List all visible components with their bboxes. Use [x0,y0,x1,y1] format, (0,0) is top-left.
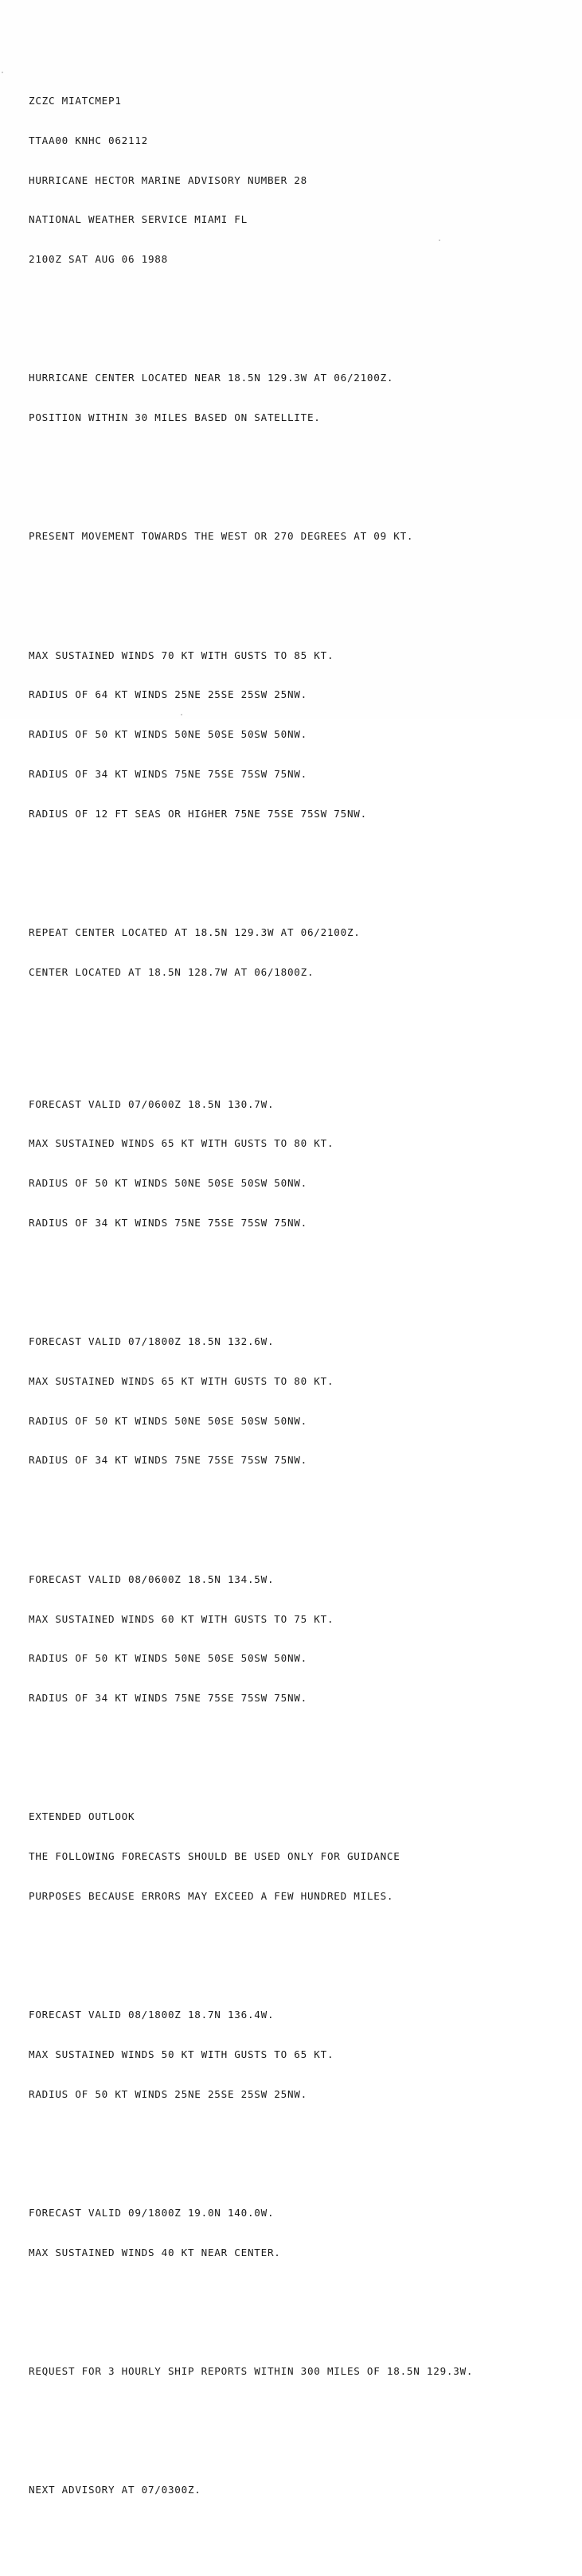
movement-line: PRESENT MOVEMENT TOWARDS THE WEST OR 270 DEGREES AT 09 KT. [29,530,414,543]
radius-34kt-line: RADIUS OF 34 KT WINDS 75NE 75SE 75SW 75NW. [29,767,307,780]
ship-report-request-block [29,2339,578,2405]
scan-speck [2,72,3,73]
center-location-line: HURRICANE CENTER LOCATED NEAR 18.5N 129.3W AT 06/2100Z. [29,372,394,384]
marine-advisory-text [29,29,578,2576]
forecast-valid-line: FORECAST VALID 07/1800Z 18.5N 132.6W. [29,1335,275,1348]
center-position-block [29,345,578,451]
forecast-winds-line: MAX SUSTAINED WINDS 50 KT WITH GUSTS TO 65 KT. [29,2048,334,2060]
forecast-radius-34kt-line: RADIUS OF 34 KT WINDS 75NE 75SE 75SW 75NW. [29,1454,307,1467]
forecast-radius-34kt-line: RADIUS OF 34 KT WINDS 75NE 75SE 75SW 75NW. [29,1216,307,1229]
forecast-valid-line: FORECAST VALID 08/1800Z 18.7N 136.4W. [29,2009,275,2021]
forecast-radius-34kt-line: RADIUS OF 34 KT WINDS 75NE 75SE 75SW 75NW. [29,1692,307,1705]
forecast-winds-line: MAX SUSTAINED WINDS 65 KT WITH GUSTS TO 80 KT. [29,1137,334,1150]
scan-speck [439,240,440,241]
extended-outlook-block [29,1784,578,1930]
movement-block [29,504,578,570]
forecast-block-2 [29,1309,578,1494]
advisory-title-line: HURRICANE HECTOR MARINE ADVISORY NUMBER 28 [29,173,307,186]
forecast-winds-line: MAX SUSTAINED WINDS 40 KT NEAR CENTER. [29,2246,281,2258]
issuing-office-line: NATIONAL WEATHER SERVICE MIAMI FL [29,213,248,226]
previous-center-line: CENTER LOCATED AT 18.5N 128.7W AT 06/1800Z. [29,965,314,978]
max-winds-line: MAX SUSTAINED WINDS 70 KT WITH GUSTS TO 85 KT. [29,649,334,661]
repeat-center-block [29,900,578,1006]
winds-block [29,622,578,847]
outlook-heading: EXTENDED OUTLOOK [29,1810,135,1823]
forecast-winds-line: MAX SUSTAINED WINDS 65 KT WITH GUSTS TO 80 KT. [29,1374,334,1387]
scan-speck [181,714,182,715]
forecast-block-1 [29,1071,578,1256]
transmission-id-line: TTAA00 KNHC 062112 [29,134,148,146]
issue-time-line: 2100Z SAT AUG 06 1988 [29,253,168,266]
bulletin-id-line: ZCZC MIATCMEP1 [29,94,122,107]
forecast-block-5 [29,2180,578,2286]
radius-seas-line: RADIUS OF 12 FT SEAS OR HIGHER 75NE 75SE 75SW 75NW. [29,807,367,820]
forecast-block-3 [29,1547,578,1732]
outlook-disclaimer-line-1: THE FOLLOWING FORECASTS SHOULD BE USED ONLY FOR GUIDANCE [29,1850,400,1863]
next-advisory-block [29,2457,578,2523]
forecast-winds-line: MAX SUSTAINED WINDS 60 KT WITH GUSTS TO 75 KT. [29,1612,334,1625]
forecast-radius-50kt-line: RADIUS OF 50 KT WINDS 50NE 50SE 50SW 50NW. [29,1177,307,1190]
forecast-radius-50kt-line: RADIUS OF 50 KT WINDS 50NE 50SE 50SW 50NW. [29,1652,307,1665]
radius-64kt-line: RADIUS OF 64 KT WINDS 25NE 25SE 25SW 25NW. [29,688,307,701]
forecast-block-4 [29,1982,578,2128]
forecast-valid-line: FORECAST VALID 07/0600Z 18.5N 130.7W. [29,1097,275,1110]
forecast-radius-50kt-line: RADIUS OF 50 KT WINDS 25NE 25SE 25SW 25NW. [29,2087,307,2100]
repeat-center-line: REPEAT CENTER LOCATED AT 18.5N 129.3W AT 06/2100Z. [29,926,361,938]
outlook-disclaimer-line-2: PURPOSES BECAUSE ERRORS MAY EXCEED A FEW HUNDRED MILES. [29,1889,394,1902]
header-block [29,68,578,293]
forecast-valid-line: FORECAST VALID 09/1800Z 19.0N 140.0W. [29,2206,275,2219]
forecast-radius-50kt-line: RADIUS OF 50 KT WINDS 50NE 50SE 50SW 50NW. [29,1414,307,1427]
position-accuracy-line: POSITION WITHIN 30 MILES BASED ON SATELLITE. [29,411,321,424]
forecast-valid-line: FORECAST VALID 08/0600Z 18.5N 134.5W. [29,1572,275,1585]
ship-report-request-line: REQUEST FOR 3 HOURLY SHIP REPORTS WITHIN 300 MILES OF 18.5N 129.3W. [29,2364,474,2377]
radius-50kt-line: RADIUS OF 50 KT WINDS 50NE 50SE 50SW 50NW. [29,728,307,741]
next-advisory-line: NEXT ADVISORY AT 07/0300Z. [29,2484,201,2496]
